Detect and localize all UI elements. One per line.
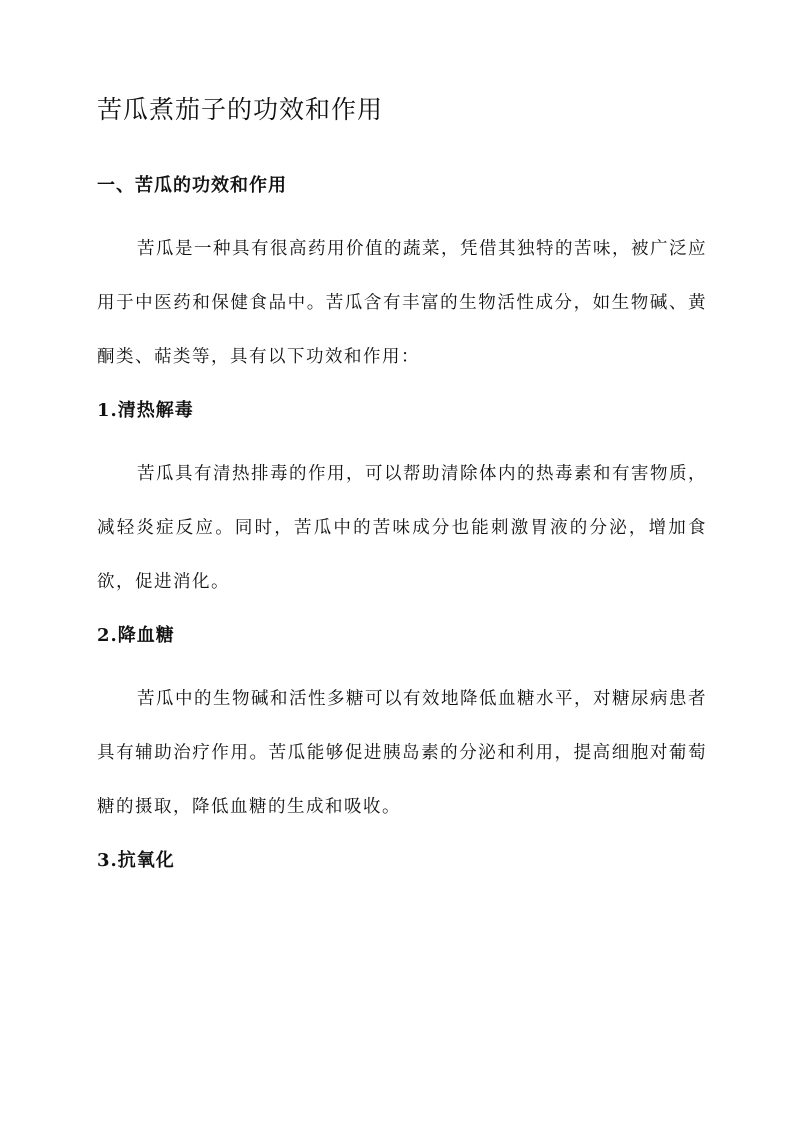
subsection-paragraph-2: 苦瓜中的生物碱和活性多糖可以有效地降低血糖水平，对糖尿病患者具有辅助治疗作用。苦瓜能够促进胰岛素的分泌和利用，提高细胞对葡萄糖的摄取，降低血糖的生成和吸收。 (97, 689, 707, 817)
subsection-paragraph-1: 苦瓜具有清热排毒的作用，可以帮助清除体内的热毒素和有害物质，减轻炎症反应。同时，苦瓜中的苦味成分也能刺激胃液的分泌，增加食欲，促进消化。 (97, 464, 707, 592)
subsection-heading-2: 2.降血糖 (97, 625, 175, 646)
subsection-heading-3: 3.抗氧化 (97, 850, 175, 871)
intro-paragraph: 苦瓜是一种具有很高药用价值的蔬菜，凭借其独特的苦味，被广泛应用于中医药和保健食品中。苦瓜含有丰富的生物活性成分，如生物碱、黄酮类、萜类等，具有以下功效和作用： (97, 239, 707, 367)
document-title: 苦瓜煮茄子的功效和作用 (97, 95, 384, 124)
section-heading: 一、苦瓜的功效和作用 (97, 175, 287, 196)
subsection-heading-1: 1.清热解毒 (97, 400, 194, 421)
